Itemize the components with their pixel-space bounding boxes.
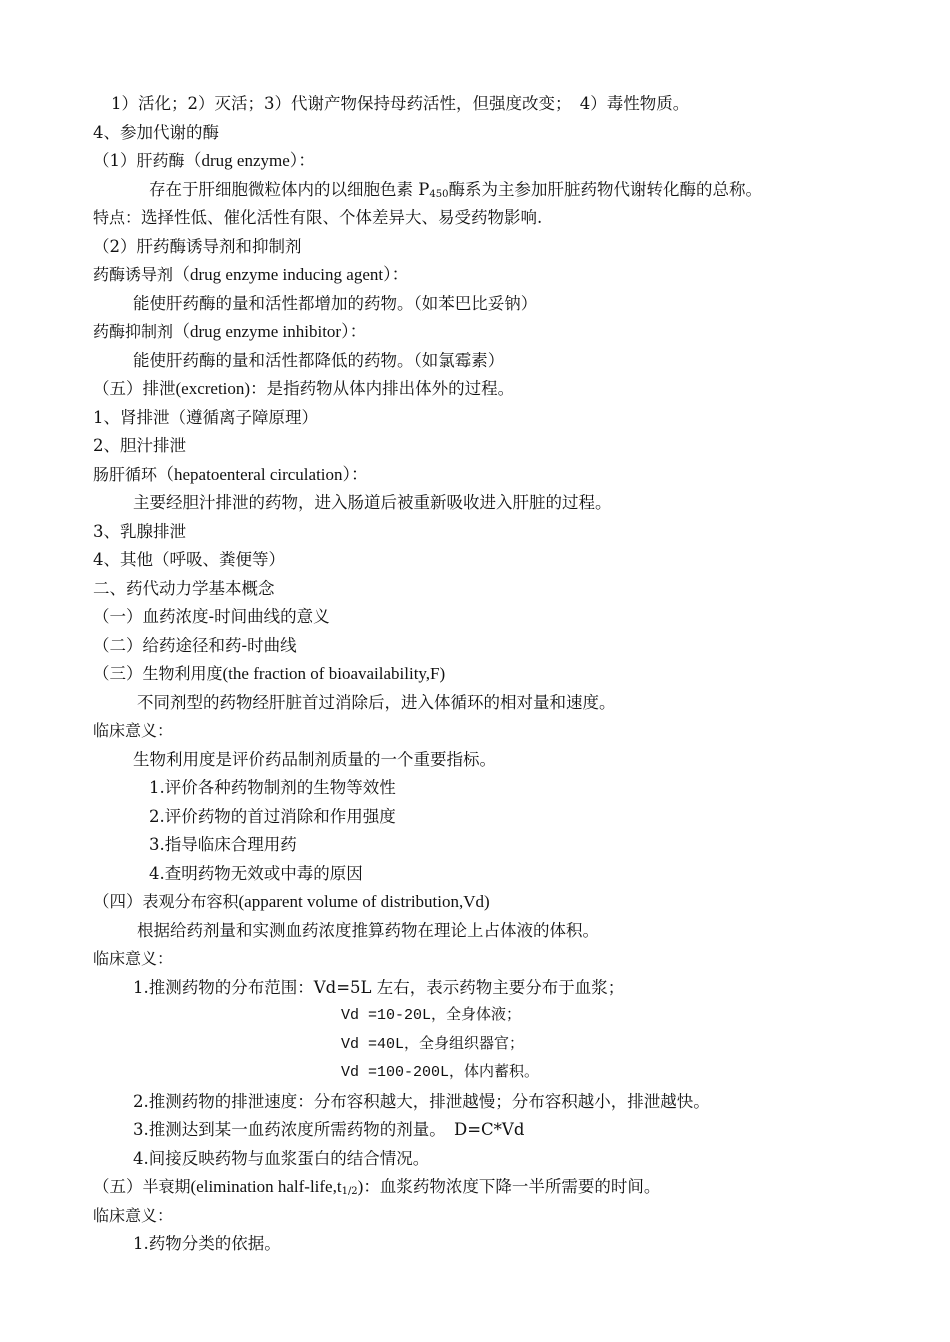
- list-item: 3.推测达到某一血药浓度所需药物的剂量。 D=C*Vd: [133, 1120, 525, 1139]
- text-line: 特点：选择性低、催化活性有限、个体差异大、易受药物影响.: [93, 208, 543, 227]
- heading-excretion: （五）排泄(excretion)：是指药物从体内排出体外的过程。: [93, 379, 515, 398]
- list-item: 4.间接反映药物与血浆蛋白的结合情况。: [133, 1148, 430, 1168]
- text-line: （2）肝药酶诱导剂和抑制剂: [93, 236, 302, 256]
- clinical-significance-label: 临床意义：: [93, 721, 174, 740]
- text-line: 生物利用度是评价药品制剂质量的一个重要指标。: [133, 749, 496, 769]
- text-line: 存在于肝细胞微粒体内的以细胞色素 $P_{450}$酶系为主参加肝脏药物代谢转化酶的总称。: [149, 179, 762, 200]
- heading-liver-enzyme: （1）肝药酶（drug enzyme）：: [93, 151, 316, 170]
- text-line: 4、其他（呼吸、粪便等）: [93, 550, 285, 569]
- text-line: 主要经胆汁排泄的药物，进入肠道后被重新吸收进入肝脏的过程。: [133, 493, 612, 512]
- text-line: 3、乳腺排泄: [93, 521, 186, 541]
- list-item: Vd =40L，全身组织器官；: [341, 1035, 525, 1053]
- text-line: 能使肝药酶的量和活性都降低的药物。（如氯霉素）: [133, 350, 505, 370]
- list-item: 1.药物分类的依据。: [133, 1234, 281, 1253]
- list-item: 2.评价药物的首过消除和作用强度: [149, 806, 396, 826]
- text-line: 1）活化；2）灭活；3）代谢产物保持母药活性，但强度改变； 4）毒性物质。: [111, 94, 690, 113]
- heading-enzyme-inducer: 药酶诱导剂（drug enzyme inducing agent）：: [93, 265, 409, 284]
- text-line: 2、胆汁排泄: [93, 436, 186, 455]
- text-line: 不同剂型的药物经肝脏首过消除后，进入体循环的相对量和速度。: [137, 692, 616, 712]
- clinical-significance-label: 临床意义：: [93, 949, 174, 968]
- heading-enzyme-inhibitor: 药酶抑制剂（drug enzyme inhibitor）：: [93, 322, 367, 341]
- document-body: [93, 90, 913, 1259]
- text-line: 4、参加代谢的酶: [93, 122, 219, 142]
- text-line: （二）给药途径和药-时曲线: [93, 635, 297, 655]
- list-item: Vd =100-200L，体内蓄积。: [341, 1064, 540, 1081]
- section-heading: 二、药代动力学基本概念: [93, 578, 275, 598]
- text-line: 1、肾排泄（遵循离子障原理）: [93, 407, 318, 427]
- list-item: 3.指导临床合理用药: [149, 835, 297, 854]
- list-item: 1.推测药物的分布范围：Vd=5L 左右，表示药物主要分布于血浆；: [133, 977, 625, 997]
- clinical-significance-label: 临床意义：: [93, 1205, 174, 1225]
- list-item: 4.查明药物无效或中毒的原因: [149, 863, 363, 883]
- heading-half-life: （五）半衰期(elimination half-$life,t_{1/2}$)：血浆药物浓度下降一半所需要的时间。: [93, 1177, 661, 1197]
- list-item: 1.评价各种药物制剂的生物等效性: [149, 778, 396, 797]
- text-line: 能使肝药酶的量和活性都增加的药物。（如苯巴比妥钠）: [133, 293, 538, 313]
- heading-bioavailability: （三）生物利用度(the fraction of bioavailability,F): [93, 664, 446, 683]
- heading-volume-distribution: （四）表观分布容积(apparent volume of distribution,Vd): [93, 892, 490, 911]
- text-line: 根据给药剂量和实测血药浓度推算药物在理论上占体液的体积。: [137, 920, 599, 940]
- list-item: 2.推测药物的排泄速度：分布容积越大，排泄越慢；分布容积越小，排泄越快。: [133, 1091, 710, 1111]
- heading-hepatoenteral: 肠肝循环（hepatoenteral circulation）：: [93, 464, 369, 484]
- list-item: Vd =10-20L，全身体液；: [341, 1007, 522, 1024]
- text-line: （一）血药浓度-时间曲线的意义: [93, 607, 330, 626]
